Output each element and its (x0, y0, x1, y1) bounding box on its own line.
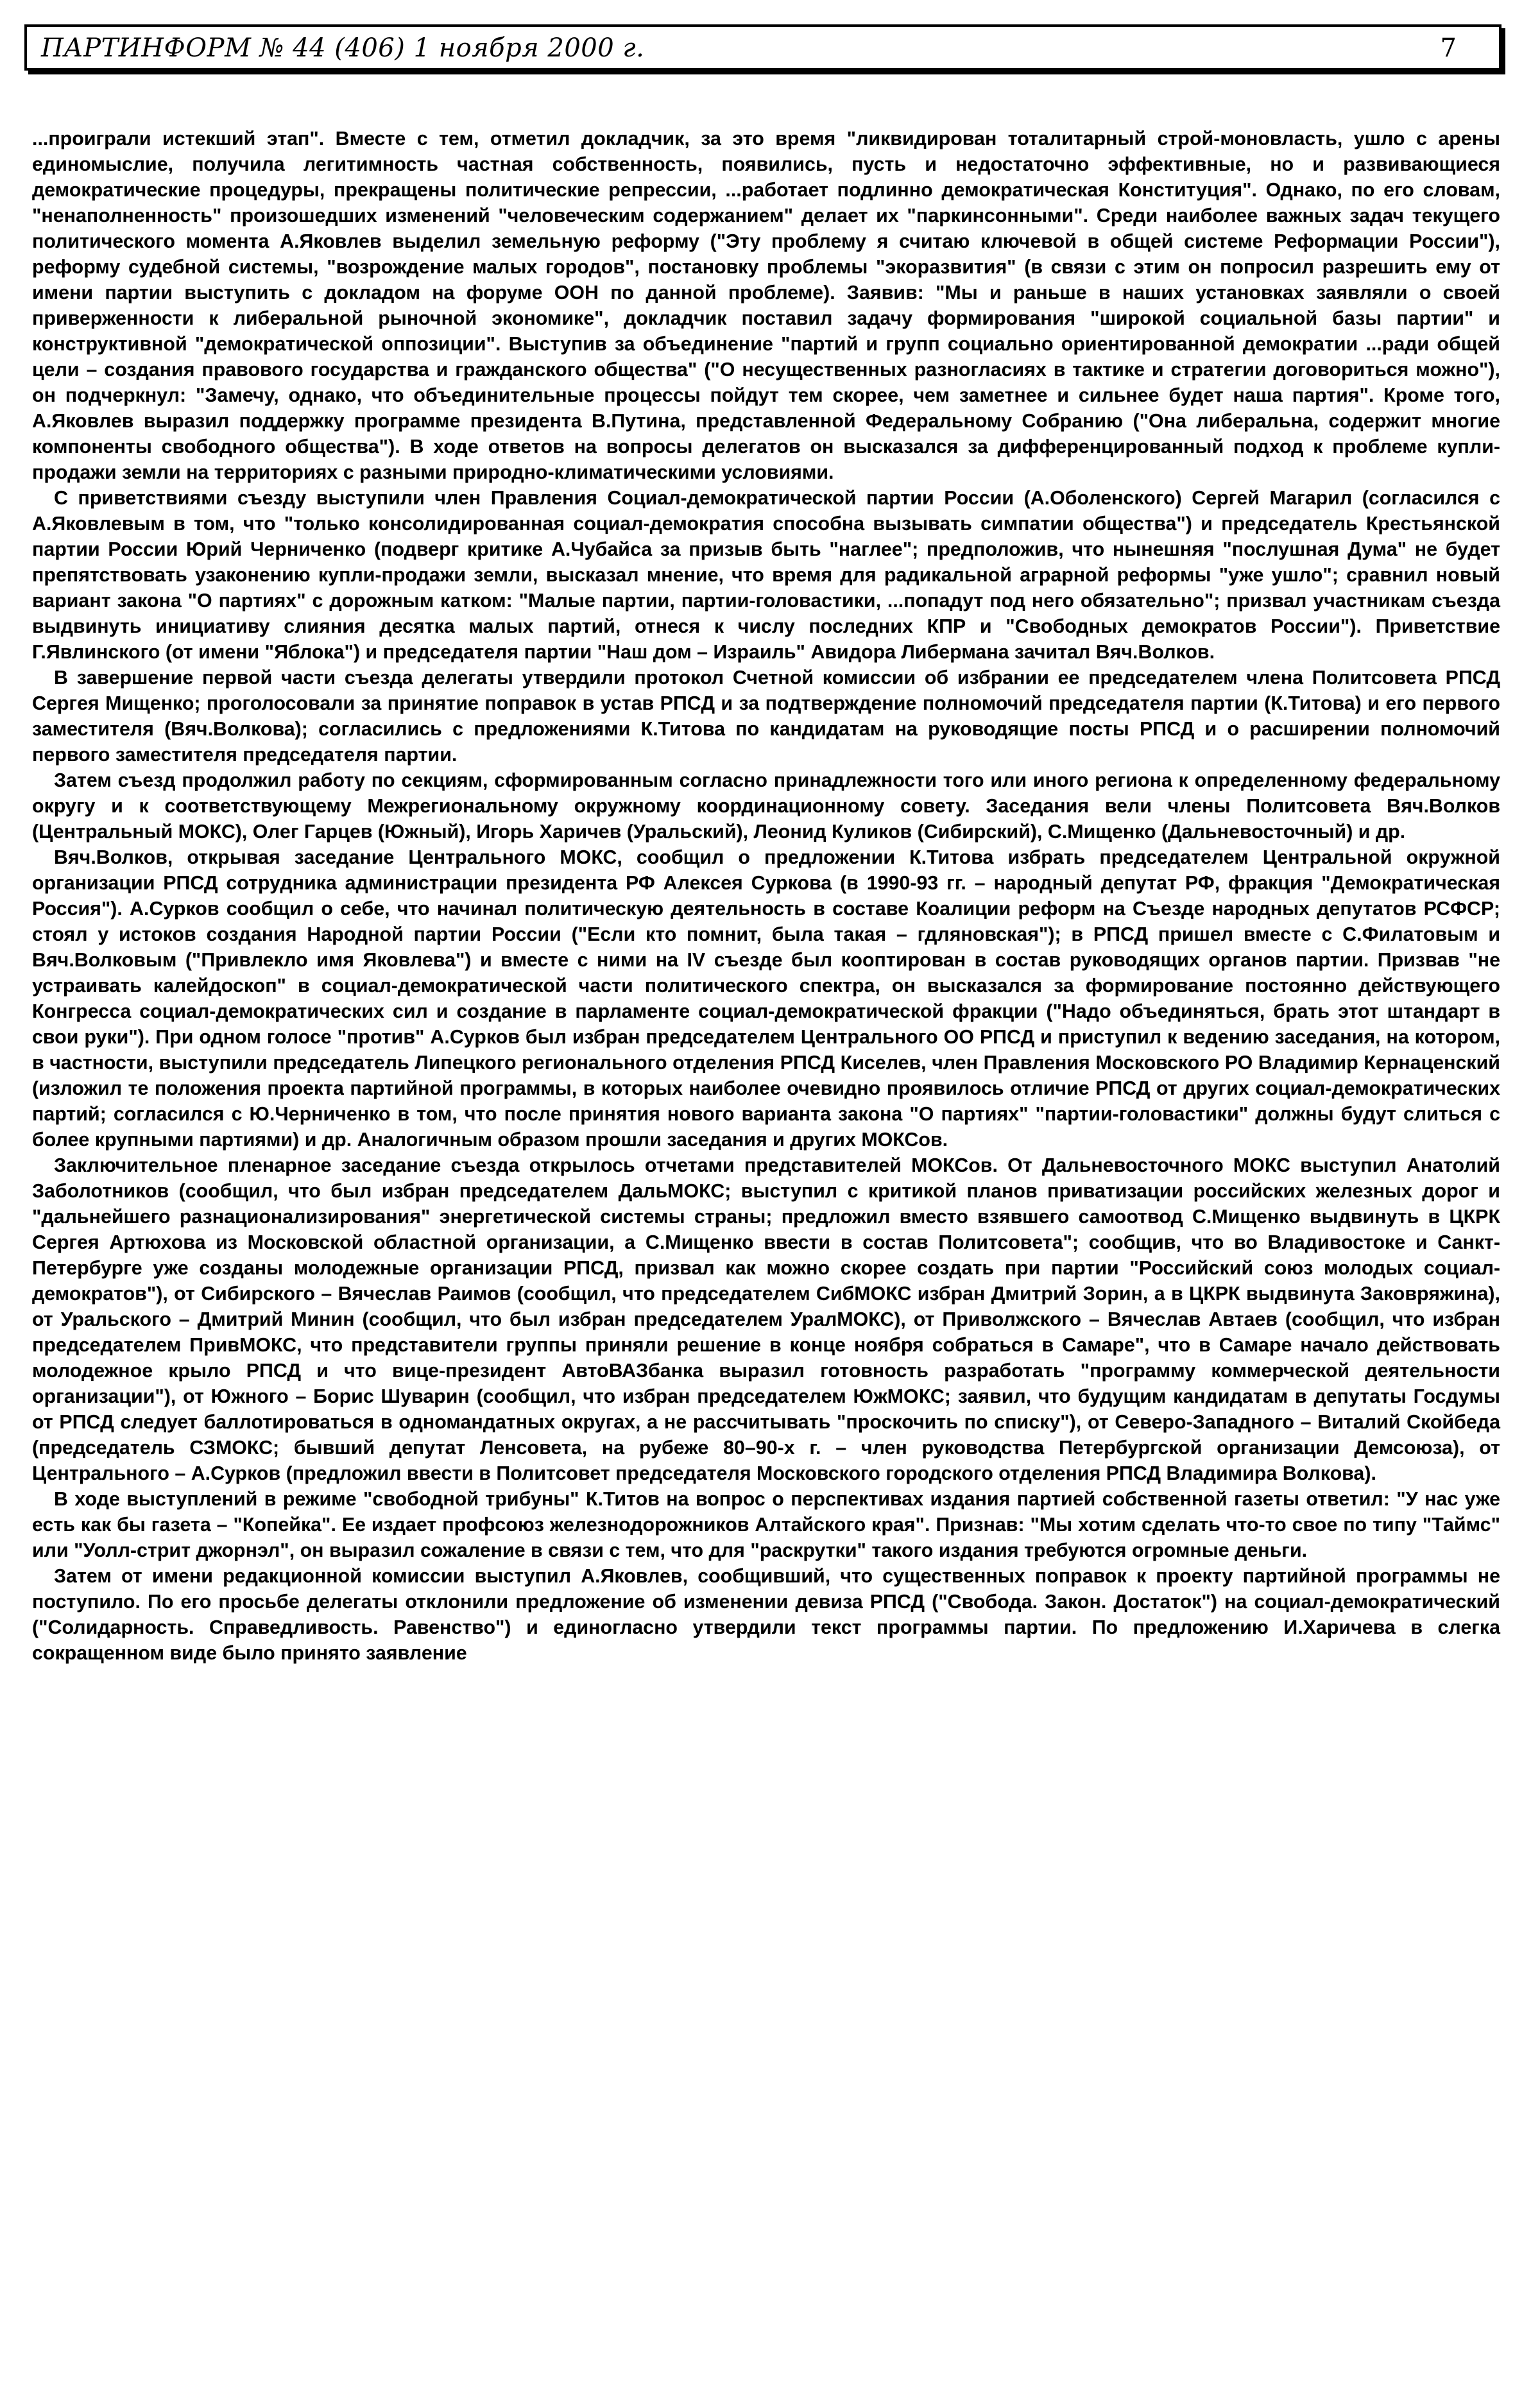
page-number: 7 (1440, 33, 1457, 63)
newspaper-title: ПАРТИНФОРМ № 44 (406) 1 ноября 2000 г. (41, 33, 645, 63)
paragraph: В ходе выступлений в режиме "свободной трибуны" К.Титов на вопрос о перспективах издания партией собственной газеты ответил: "У нас уже есть как бы газета – "Копейка". Ее издает профсоюз железнодорожников Алтайского края". Признав: "Мы хотим сделать что-то свое по типу "Таймс" или "Уолл-стрит джорнэл", он выразил сожаление в связи с тем, что для "раскрутки" такого издания требуются огромные деньги. (32, 1488, 1500, 1561)
article-body (32, 126, 1500, 1666)
paragraph: Затем от имени редакционной комиссии выступил А.Яковлев, сообщивший, что существенных поправок к проекту партийной программы не поступило. По его просьбе делегаты отклонили предложение об изменении девиза РПСД ("Свобода. Закон. Достаток") на социал-демократический ("Солидарность. Справедливость. Равенство") и единогласно утвердили текст программы партии. По предложению И.Харичева в слегка сокращенном виде было принято заявление (32, 1565, 1500, 1664)
paragraph: ...проиграли истекший этап". Вместе с тем, отметил докладчик, за это время "ликвидирован тоталитарный строй-моновласть, ушло с арены единомыслие, получила легитимность частная собственность, появились, пусть и недостаточно эффективные, но и развивающиеся демократические процедуры, прекращены политические репрессии, ...работает подлинно демократическая Конституция". Однако, по его словам, "ненаполненность" произошедших изменений "человеческим содержанием" делает их "паркинсонными". Среди наиболее важных задач текущего политического момента А.Яковлев выделил земельную реформу ("Эту проблему я считаю ключевой в общей системе Реформации России"), реформу судебной системы, "возрождение малых городов", постановку проблемы "экоразвития" (в связи с этим он попросил разрешить ему от имени партии выступить с докладом на форуме ООН по данной проблеме). Заявив: "Мы и раньше в наших установках заявляли о своей приверженности к либеральной рыночной экономике", докладчик поставил задачу формирования "широкой социальной базы партии" и конструктивной "демократической оппозиции". Выступив за объединение "партий и групп социально ориентированной демократии ...ради общей цели – создания правового государства и гражданского общества" ("О несущественных разногласиях в тактике и стратегии договориться можно"), он подчеркнул: "Замечу, однако, что объединительные процессы пойдут тем скорее, чем заметнее и сильнее будет наша партия". Кроме того, А.Яковлев выразил поддержку программе президента В.Путина, представленной Федеральному Собранию ("Она либеральна, содержит многие компоненты свободного общества"). В ходе ответов на вопросы делегатов он высказался за дифференцированный подход к проблеме купли-продажи земли на территориях с разными природно-климатическими условиями. (32, 128, 1500, 483)
page-header (24, 24, 1502, 71)
paragraph: В завершение первой части съезда делегаты утвердили протокол Счетной комиссии об избрании ее председателем члена Политсовета РПСД Сергея Мищенко; проголосовали за принятие поправок в устав РПСД и за подтверждение полномочий председателя партии (К.Титова) и его первого заместителя (Вяч.Волкова); согласились с предложениями К.Титова по кандидатам на руководящие посты РПСД и о расширении полномочий первого заместителя председателя партии. (32, 667, 1500, 766)
paragraph: Вяч.Волков, открывая заседание Центрального МОКС, сообщил о предложении К.Титова избрать председателем Центральной окружной организации РПСД сотрудника администрации президента РФ Алексея Суркова (в 1990-93 гг. – народный депутат РФ, фракция "Демократическая Россия"). А.Сурков сообщил о себе, что начинал политическую деятельность в составе Коалиции реформ на Съезде народных депутатов РСФСР; стоял у истоков создания Народной партии России ("Если кто помнит, была такая – гдляновская"); в РПСД пришел вместе с С.Филатовым и Вяч.Волковым ("Привлекло имя Яковлева") и вместе с ними на IV съезде был кооптирован в состав руководящих органов партии. Призвав "не устраивать калейдоскоп" в социал-демократической части политического спектра, он высказался за формирование постоянно действующего Конгресса социал-демократических сил и создание в парламенте социал-демократической фракции ("Надо объединяться, брать этот штандарт в свои руки"). При одном голосе "против" А.Сурков был избран председателем Центрального ОО РПСД и приступил к ведению заседания, на котором, в частности, выступили председатель Липецкого регионального отделения РПСД Киселев, член Правления Московского РО Владимир Кернаценский (изложил те положения проекта партийной программы, в которых наиболее очевидно проявилось отличие РПСД от других социал-демократических партий; согласился с Ю.Черниченко в том, что после принятия нового варианта закона "О партиях" "партии-головастики" должны будут слиться с более крупными партиями) и др. Аналогичным образом прошли заседания и других МОКСов. (32, 846, 1500, 1151)
paragraph: Заключительное пленарное заседание съезда открылось отчетами представителей МОКСов. От Дальневосточного МОКС выступил Анатолий Заболотников (сообщил, что был избран председателем ДальМОКС; выступил с критикой планов приватизации российских железных дорог и "дальнейшего разнационализирования" энергетической системы страны; предложил вместо взявшего самоотвод С.Мищенко выдвинуть в ЦКРК Сергея Артюхова из Московской областной организации, а С.Мищенко ввести в состав Политсовета"; сообщив, что во Владивостоке и Санкт-Петербурге уже созданы молодежные организации РПСД, призвал как можно скорее создать при партии "Российский союз молодых социал-демократов"), от Сибирского – Вячеслав Раимов (сообщил, что председателем СибМОКС избран Дмитрий Зорин, а в ЦКРК выдвинута Заковряжина), от Уральского – Дмитрий Минин (сообщил, что был избран председателем УралМОКС), от Приволжского – Вячеслав Автаев (сообщил, что избран председателем ПривМОКС, что представители группы приняли решение в конце ноября собраться в Самаре", что в Самаре начало действовать молодежное крыло РПСД и что вице-президент АвтоВАЗбанка выразил готовность разработать "программу коммерческой деятельности организации"), от Южного – Борис Шуварин (сообщил, что избран председателем ЮжМОКС; заявил, что будущим кандидатам в депутаты Госдумы от РПСД следует баллотироваться в одномандатных округах, а не рассчитывать "проскочить по списку"), от Северо-Западного – Виталий Скойбеда (председатель СЗМОКС; бывший депутат Ленсовета, на рубеже 80–90-х г. – член руководства Петербургской организации Демсоюза), от Центрального – А.Сурков (предложил ввести в Политсовет председателя Московского городского отделения РПСД Владимира Волкова). (32, 1154, 1500, 1484)
paragraph: С приветствиями съезду выступили член Правления Социал-демократической партии России (А.Оболенского) Сергей Магарил (согласился с А.Яковлевым в том, что "только консолидированная социал-демократия способна вызывать симпатии общества") и председатель Крестьянской партии России Юрий Черниченко (подверг критике А.Чубайса за призыв быть "наглее"; предположив, что нынешняя "послушная Дума" не будет препятствовать узаконению купли-продажи земли, высказал мнение, что время для радикальной аграрной реформы "уже ушло"; сравнил новый вариант закона "О партиях" с дорожным катком: "Малые партии, партии-головастики, ...попадут под него обязательно"; призвал участникам съезда выдвинуть инициативу слияния десятка малых партий, отнеся к числу последних КПР и "Свободных демократов России"). Приветствие Г.Явлинского (от имени "Яблока") и председателя партии "Наш дом – Израиль" Авидора Либермана зачитал Вяч.Волков. (32, 487, 1500, 663)
paragraph: Затем съезд продолжил работу по секциям, сформированным согласно принадлежности того или иного региона к определенному федеральному округу и к соответствующему Межрегиональному окружному координационному совету. Заседания вели члены Политсовета Вяч.Волков (Центральный МОКС), Олег Гарцев (Южный), Игорь Харичев (Уральский), Леонид Куликов (Сибирский), С.Мищенко (Дальневосточный) и др. (32, 769, 1500, 843)
